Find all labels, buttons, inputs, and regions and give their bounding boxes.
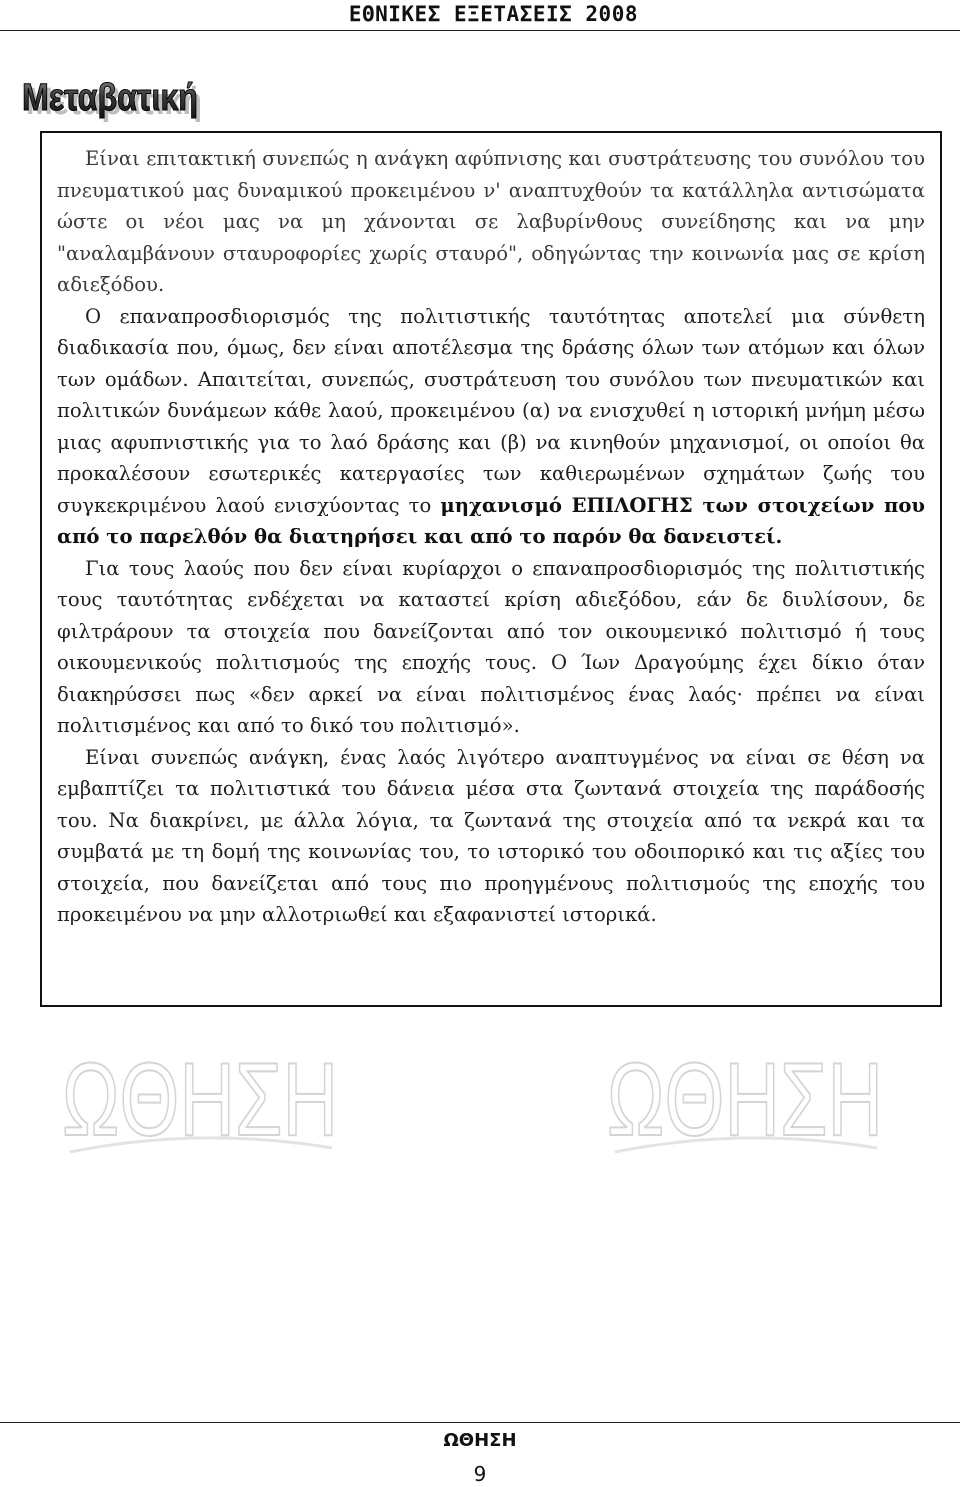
watermark-logo-right-text: ΩΘΗΣΗ	[607, 1042, 883, 1158]
paragraph-2-bold: μηχανισμό ΕΠΙΛΟΓΗΣ των στοιχείων που από το παρελθόν θα διατηρήσει και από το παρόν θα δανειστεί.	[57, 493, 925, 548]
paragraph-1: Είναι επιτακτική συνεπώς η ανάγκη αφύπνισης και συστράτευσης του συνόλου του πνευματικού μας δυναμικού προκειμένου ν' αναπτυχθούν τα κατάλληλα αντισώματα ώστε οι νέοι μας να μη χάνονται σε λαβυρίνθους συνείδησης και να μην "αναλαμβάνουν σταυροφορίες χωρίς σταυρό", οδηγώντας την κοινωνία μας σε κρίση αδιεξόδου.	[57, 147, 925, 296]
section-badge-shadow: Μεταβατική	[26, 81, 202, 123]
watermark-logo-right	[605, 1030, 885, 1170]
paragraph-2-text: Ο επαναπροσδιορισμός της πολιτιστικής ταυτότητας αποτελεί μια σύνθετη διαδικασία που, όμως, δεν είναι αποτέλεσμα της δράσης όλων των ατόμων και όλων των ομάδων. Απαιτείται, συνεπώς, συστράτευση του συνόλου των πνευματικών και πολιτικών δυνάμεων κάθε λαού, προκειμένου (α) να ενισχυθεί η ιστορική μνήμη μέσω μιας αφυπνιστικής για το λαό δράσης και (β) να κινηθούν μηχανισμοί, οι οποίοι θα προκαλέσουν εσωτερικές κατεργασίες των καθιερωμένων σχημάτων ζωής του συγκεκριμένου λαού ενισχύοντας το	[57, 304, 925, 517]
watermark-logo-left-text: ΩΘΗΣΗ	[62, 1042, 338, 1158]
text-box	[40, 131, 942, 1007]
footer-brand: ΩΘΗΣΗ	[443, 1430, 517, 1451]
header-divider	[0, 30, 960, 31]
section-badge-label: Μεταβατική	[22, 77, 198, 119]
watermark-logo-left	[60, 1030, 340, 1170]
page-number: 9	[473, 1462, 487, 1486]
paragraph-3: Για τους λαούς που δεν είναι κυρίαρχοι ο επαναπροσδιορισμός της πολιτιστικής τους ταυτότητας ενδέχεται να καταστεί κρίση αδιεξόδου, εάν δε διυλίσουν, δε φιλτράρουν τα στοιχεία που δανείζονται από τον οικουμενικό πολιτισμό ή τους οικουμενικούς πολιτισμούς της εποχής τους. Ο Ίων Δραγούμης έχει δίκιο όταν διακηρύσσει πως «δεν αρκεί να είναι πολιτισμένος ένας λαός· πρέπει να είναι πολιτισμένος και από το δικό του πολιτισμό».	[57, 556, 925, 737]
footer-divider	[0, 1422, 960, 1423]
paragraph-2	[57, 301, 925, 553]
paragraph-4: Είναι συνεπώς ανάγκη, ένας λαός λιγότερο αναπτυγμένος να είναι σε θέση να εμβαπτίζει τα πολιτιστικά του δάνεια μέσα στα ζωντανά στοιχεία της παράδοσής του. Να διακρίνει, με άλλα λόγια, τα ζωντανά της στοιχεία από τα νεκρά και τα συμβατά με τη δομή της κοινωνίας του, το ιστορικό του οδοιπορικό και τις αξίες του στοιχεία, που δανείζεται από τους πιο προηγμένους πολιτισμούς της εποχής του προκειμένου να μην αλλοτριωθεί και εξαφανιστεί ιστορικά.	[57, 745, 925, 926]
section-badge	[2, 70, 208, 128]
page-header-title: ΕΘΝΙΚΕΣ ΕΞΕΤΑΣΕΙΣ 2008	[348, 2, 638, 26]
